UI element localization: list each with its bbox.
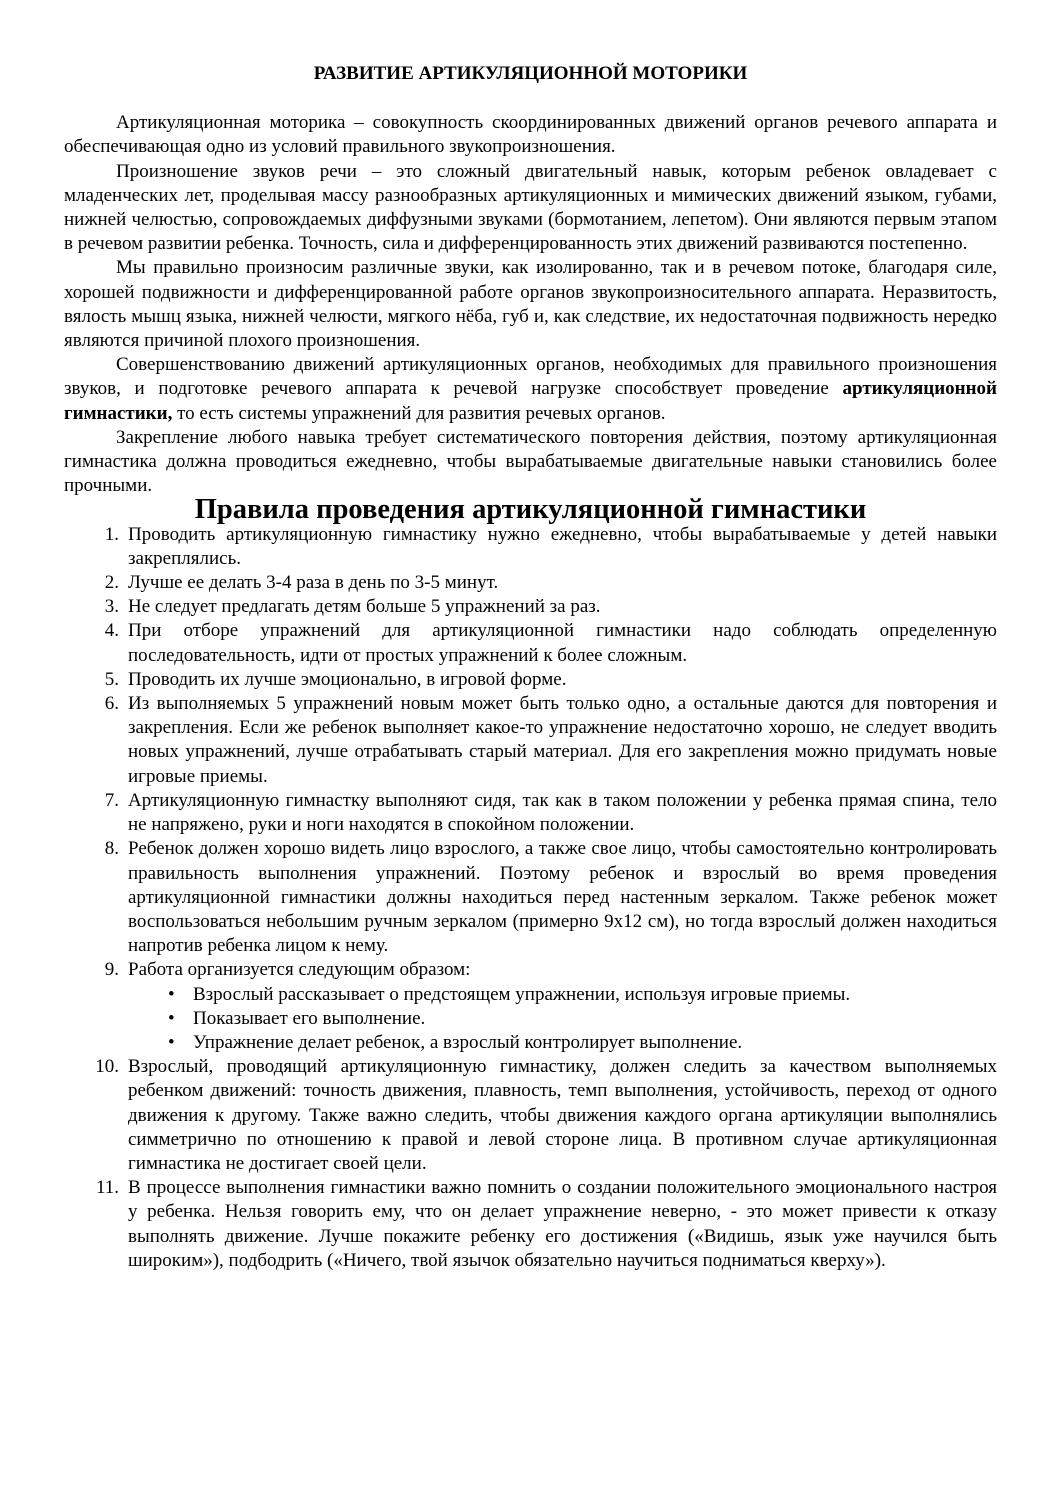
list-item-text: Артикуляционную гимнастку выполняют сидя, так как в таком положении у ребенка прямая спина, тело не напряжено, руки и ноги находятся в спокойном положении. (128, 789, 997, 836)
list-item-text: Не следует предлагать детям больше 5 упражнений за раз. (128, 596, 601, 618)
list-item (64, 571, 997, 595)
list-item-text: Проводить артикуляционную гимнастику нужно ежедневно, чтобы вырабатываемые у детей навыки закреплялись. (128, 523, 997, 569)
list-item (64, 1176, 997, 1273)
list-item-text: Лучше ее делать 3-4 раза в день по 3-5 минут. (128, 572, 499, 594)
list-item (64, 837, 997, 958)
list-item-number: 10. (95, 1056, 119, 1078)
list-item-number: 7. (104, 789, 119, 811)
paragraph-organs: Мы правильно произносим различные звуки, как изолированно, так и в речевом потоке, благодаря силе, хорошей подвижности и дифференцированной работе органов звукопроизносительного аппарата. Неразвитость, вялость мышц языка, нижней челюсти, мягкого нёба, губ и, как следствие, их недостаточная подвижность нередко являются причиной плохого произношения. (64, 257, 997, 352)
list-item (64, 595, 997, 619)
rules-heading: Правила проведения артикуляционной гимнастики (194, 494, 867, 526)
paragraph-gymnastics (64, 353, 997, 426)
bullet-icon: • (168, 983, 175, 1005)
list-item (64, 789, 997, 837)
list-item-number: 6. (104, 693, 119, 715)
list-item-text: Проводить их лучше эмоционально, в игровой форме. (128, 668, 567, 690)
bullet-icon: • (168, 1031, 175, 1053)
paragraph-repetition: Закрепление любого навыка требует систематического повторения действия, поэтому артикуляционная гимнастика должна проводиться ежедневно, чтобы вырабатываемые двигательные навыки становились более прочными. (64, 426, 997, 497)
list-item-content (128, 958, 997, 1055)
bullet-item (168, 1007, 997, 1031)
list-item (64, 619, 997, 667)
list-item-number: 4. (104, 620, 119, 642)
paragraph-gymnastics-start: Совершенствованию движений артикуляционных органов, необходимых для правильного произношения звуков, и подготовке речевого аппарата к речевой нагрузке способствует проведение (64, 354, 997, 400)
bullet-text: Взрослый рассказывает о предстоящем упражнении, используя игровые приемы. (193, 983, 851, 1005)
list-item-number: 11. (95, 1177, 119, 1199)
list-item-number: 8. (104, 838, 119, 860)
paragraph-gymnastics-end: то есть системы упражнений для развития речевых органов. (172, 402, 666, 424)
list-item-text: Из выполняемых 5 упражнений новым может быть только одно, а остальные даются для повторения и закрепления. Если же ребенок выполняет какое-то упражнение недостаточно хорошо, не следует вводить новых упражнений, лучше отрабатывать старый материал. Для его закрепления можно придумать новые игровые приемы. (128, 693, 997, 787)
rules-list (64, 523, 997, 1273)
bullet-text: Показывает его выполнение. (193, 1007, 426, 1029)
list-item-number: 1. (104, 523, 119, 545)
paragraph-definition: Артикуляционная моторика – совокупность скоординированных движений органов речевого аппарата и обеспечивающая одно из условий правильного звукопроизношения. (64, 112, 997, 158)
list-item-text: Работа организуется следующим образом: (128, 959, 471, 981)
list-item-text: При отборе упражнений для артикуляционной гимнастики надо соблюдать определенную последовательность, идти от простых упражнений к более сложным. (128, 620, 997, 666)
paragraph-pronunciation: Произношение звуков речи – это сложный двигательный навык, которым ребенок овладевает с младенческих лет, проделывая массу разнообразных артикуляционных и мимических движений языком, губами, нижней челюстью, сопровождаемых диффузными звуками (бормотанием, лепетом). Они являются первым этапом в речевом развитии ребенка. Точность, сила и дифференцированность этих движений развиваются постепенно. (64, 160, 997, 255)
list-item (64, 958, 997, 1055)
list-item-number: 3. (104, 596, 119, 618)
bullet-icon: • (168, 1007, 175, 1029)
bullet-text: Упражнение делает ребенок, а взрослый контролирует выполнение. (193, 1031, 743, 1053)
list-item-number: 2. (104, 572, 119, 594)
bullet-item (168, 1031, 997, 1055)
list-item (64, 523, 997, 571)
list-item-text: В процессе выполнения гимнастики важно помнить о создании положительного эмоционального настроя у ребенка. Нельзя говорить ему, что он делает упражнение неверно, - это может привести к отказу выполнять движение. Лучше покажите ребенку его достижения («Видишь, язык уже научился быть широким»), подбодрить («Ничего, твой язычок обязательно научиться подниматься кверху»). (128, 1177, 997, 1271)
list-item (64, 692, 997, 789)
list-item-text: Ребенок должен хорошо видеть лицо взрослого, а также свое лицо, чтобы самостоятельно контролировать правильность выполнения упражнений. Поэтому ребенок и взрослый во время проведения артикуляционной гимнастики должны находиться перед настенным зеркалом. Также ребенок может воспользоваться небольшим ручным зеркалом (примерно 9х12 см), но тогда взрослый должен находиться напротив ребенка лицом к нему. (128, 838, 997, 957)
list-item (64, 1055, 997, 1176)
bullet-list (128, 983, 997, 1056)
list-item-text: Взрослый, проводящий артикуляционную гимнастику, должен следить за качеством выполняемых ребенком движений: точность движения, плавность, темп выполнения, устойчивость, переход от одного движения к другому. Также важно следить, чтобы движения каждого органа артикуляции выполнялись симметрично по отношению к правой и левой стороне лица. В противном случае артикуляционная гимнастика не достигает своей цели. (128, 1056, 997, 1174)
list-item-number: 9. (104, 959, 119, 981)
list-item-number: 5. (104, 668, 119, 690)
paragraph-gymnastics-bold-term: артикуляционной гимнастики, (64, 378, 997, 424)
bullet-item (168, 983, 997, 1007)
list-item (64, 668, 997, 692)
document-title: РАЗВИТИЕ АРТИКУЛЯЦИОННОЙ МОТОРИКИ (313, 63, 748, 84)
